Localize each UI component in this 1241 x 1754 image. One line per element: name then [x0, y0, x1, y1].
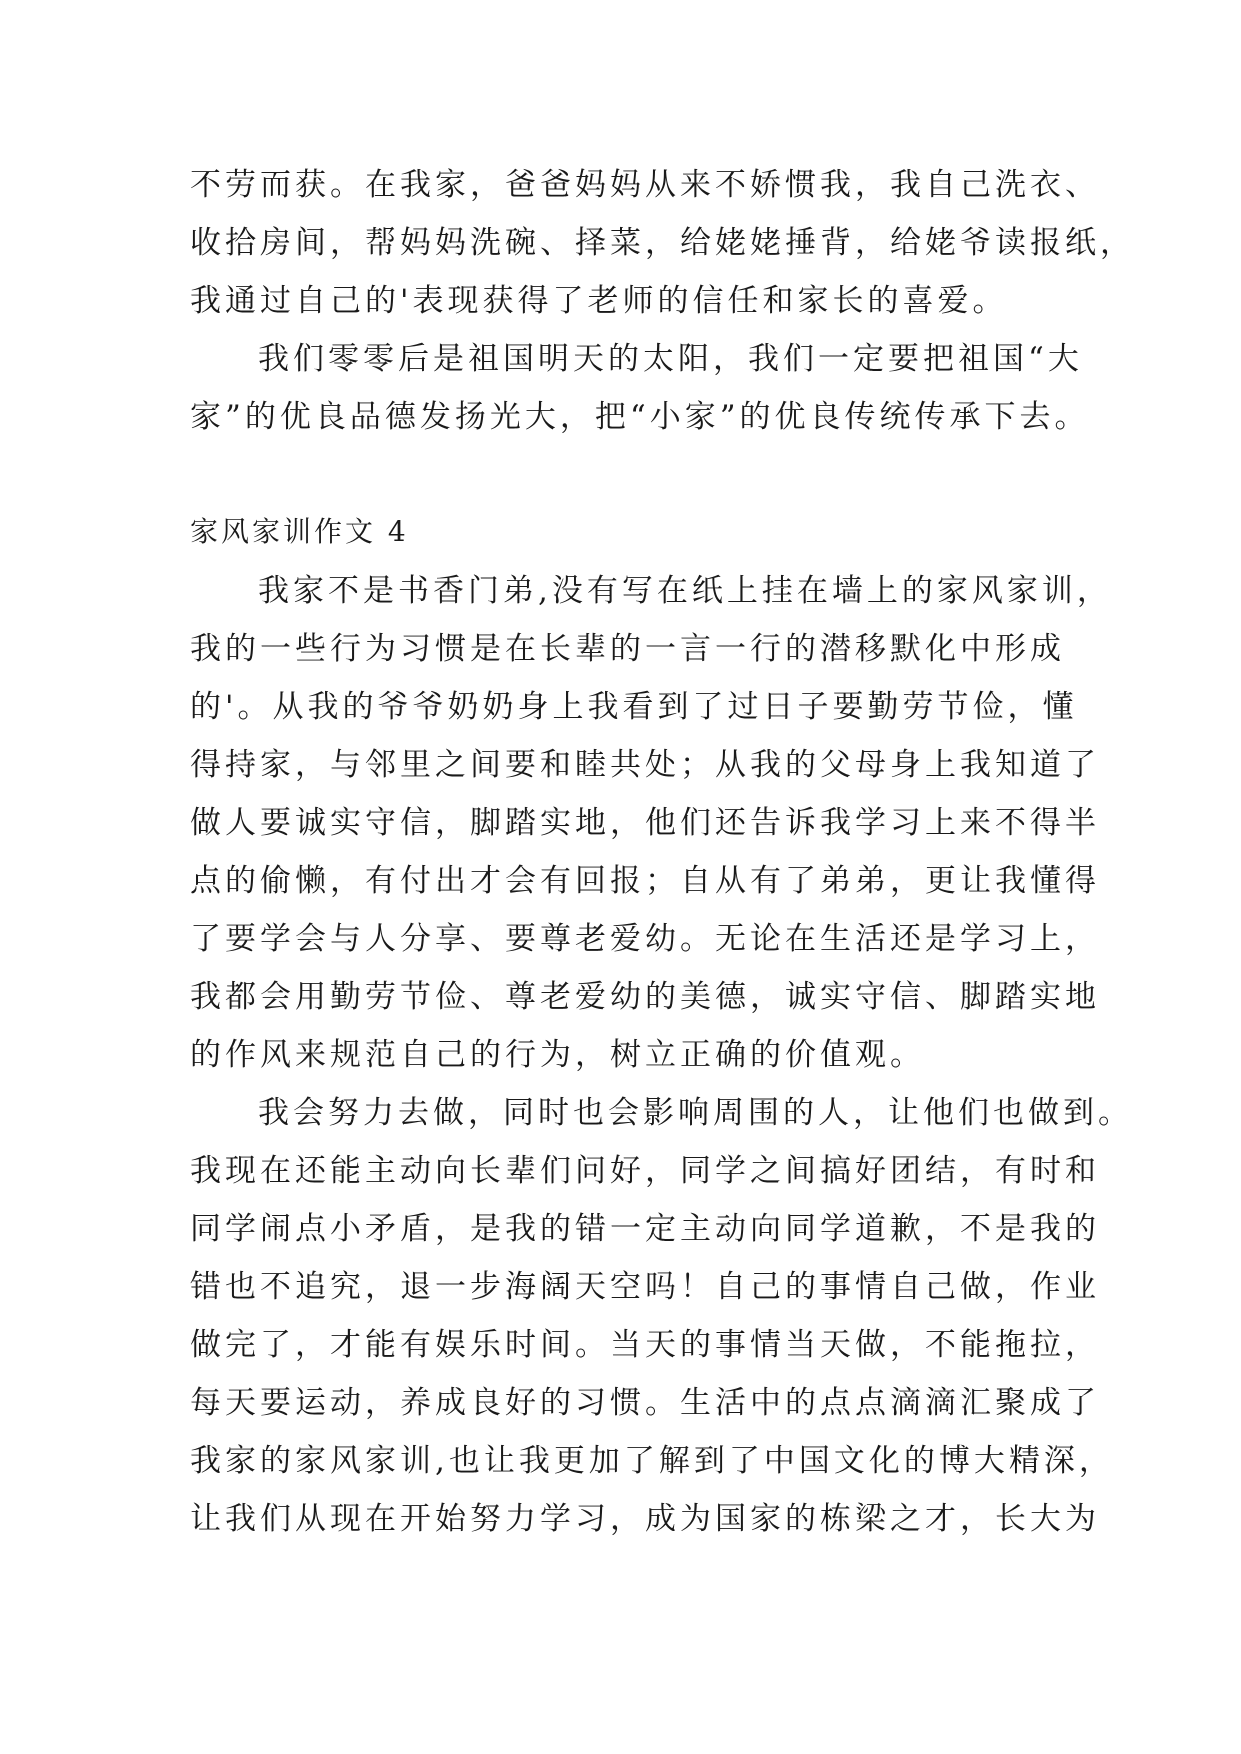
essay-paragraph-1 — [190, 562, 1112, 1084]
text-line: 我家的家风家训,也让我更加了解到了中国文化的博大精深， — [190, 1443, 1114, 1479]
text-line: 每天要运动，养成良好的习惯。生活中的点点滴滴汇聚成了 — [190, 1385, 1100, 1421]
prev-essay-paragraph-2 — [190, 330, 1090, 446]
text-line: 做完了，才能有娱乐时间。当天的事情当天做，不能拖拉， — [190, 1327, 1100, 1363]
text-line: 我家不是书香门弟,没有写在纸上挂在墙上的家风家训， — [258, 573, 1112, 609]
text-line: 错也不追究，退一步海阔天空吗！自己的事情自己做，作业 — [190, 1269, 1100, 1305]
essay-paragraph-2 — [190, 1084, 1133, 1548]
text-line: 我现在还能主动向长辈们问好，同学之间搞好团结，有时和 — [190, 1153, 1100, 1189]
text-line: 的'。从我的爷爷奶奶身上我看到了过日子要勤劳节俭，懂 — [190, 689, 1078, 725]
text-line: 得持家，与邻里之间要和睦共处；从我的父母身上我知道了 — [190, 747, 1100, 783]
text-line: 我通过自己的'表现获得了老师的信任和家长的喜爱。 — [190, 283, 1008, 319]
essay-heading: 家风家训作文 4 — [190, 515, 409, 548]
text-line: 我们零零后是祖国明天的太阳，我们一定要把祖国“大 — [258, 341, 1083, 377]
text-line: 了要学会与人分享、要尊老爱幼。无论在生活还是学习上， — [190, 921, 1100, 957]
text-line: 收拾房间，帮妈妈洗碗、择菜，给姥姥捶背，给姥爷读报纸， — [190, 225, 1135, 261]
text-line: 我都会用勤劳节俭、尊老爱幼的美德，诚实守信、脚踏实地 — [190, 979, 1100, 1015]
text-line: 家”的优良品德发扬光大，把“小家”的优良传统传承下去。 — [190, 399, 1090, 435]
text-line: 我会努力去做，同时也会影响周围的人，让他们也做到。 — [258, 1095, 1133, 1131]
text-line: 我的一些行为习惯是在长辈的一言一行的潜移默化中形成 — [190, 631, 1065, 667]
text-line: 做人要诚实守信，脚踏实地，他们还告诉我学习上来不得半 — [190, 805, 1100, 841]
text-line: 不劳而获。在我家，爸爸妈妈从来不娇惯我，我自己洗衣、 — [190, 167, 1100, 203]
prev-essay-paragraph-1 — [190, 156, 1135, 330]
text-line: 让我们从现在开始努力学习，成为国家的栋梁之才，长大为 — [190, 1501, 1100, 1537]
text-line: 点的偷懒，有付出才会有回报；自从有了弟弟，更让我懂得 — [190, 863, 1100, 899]
text-line: 的作风来规范自己的行为，树立正确的价值观。 — [190, 1037, 925, 1073]
text-line: 同学闹点小矛盾，是我的错一定主动向同学道歉，不是我的 — [190, 1211, 1100, 1247]
